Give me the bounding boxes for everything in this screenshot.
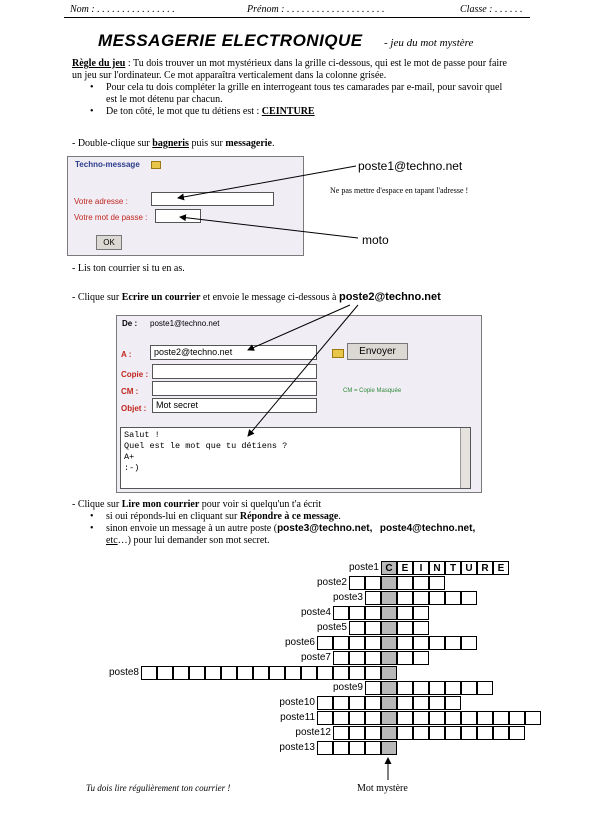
grid-cell	[413, 651, 429, 665]
grid-row-label: poste10	[279, 697, 315, 708]
page-subtitle: - jeu du mot mystère	[384, 37, 474, 49]
grid-cell	[397, 726, 413, 740]
rules-bullet-1: • Pour cela tu dois compléter la grille en interrogeant tous tes camarades par e-mail, pour savoir quel est le mot détenu par chacun.	[88, 82, 512, 106]
grid-cell	[365, 696, 381, 710]
grid-cell	[445, 636, 461, 650]
grid-cell	[317, 636, 333, 650]
grid-cell	[333, 636, 349, 650]
bcc-note: CM = Copie Masquée	[343, 388, 402, 394]
grid-cell	[285, 666, 301, 680]
grid-cell-mystery	[381, 681, 397, 695]
grid-cell	[429, 636, 445, 650]
grid-cell	[365, 741, 381, 755]
from-value: poste1@techno.net	[150, 319, 220, 328]
grid-cell	[317, 666, 333, 680]
step4: - Clique sur Lire mon courrier pour voir si quelqu'un t'a écrit • si oui réponds-lui en cliquant sur Répondre à ce message. • sinon envoie un message à un autre poste (poste3@techno.net, poste4@techno.net, etc…) pour lui demander son mot secret.	[72, 499, 542, 547]
grid-cell	[525, 711, 541, 725]
grid-cell	[413, 576, 429, 590]
login-title: Techno-message	[75, 160, 140, 169]
grid-row-label: poste4	[300, 607, 331, 618]
grid-cell	[461, 636, 477, 650]
grid-cell	[477, 711, 493, 725]
grid-cell	[397, 696, 413, 710]
grid-cell	[429, 576, 445, 590]
grid-cell-mystery	[381, 591, 397, 605]
grid-cell	[397, 711, 413, 725]
grid-cell	[349, 726, 365, 740]
grid-cell	[397, 681, 413, 695]
subject-label: Objet :	[121, 404, 147, 413]
grid-cell	[445, 591, 461, 605]
grid-cell	[317, 741, 333, 755]
grid-cell: R	[477, 561, 493, 575]
grid-cell	[429, 696, 445, 710]
grid-cell	[445, 726, 461, 740]
page-title: MESSAGERIE ELECTRONIQUE	[98, 31, 363, 50]
grid-cell	[493, 711, 509, 725]
grid-cell-mystery	[381, 741, 397, 755]
grid-cell: U	[461, 561, 477, 575]
grid-cell	[365, 606, 381, 620]
grid-cell	[253, 666, 269, 680]
rules-text: : Tu dois trouver un mot mystérieux dans la grille ci-dessous, qui est le mot de passe pour faire un jeu sur l'ordinateur. Ce mot apparaîtra verticalement dans la colonne grisée.	[72, 58, 507, 81]
grid-cell	[413, 726, 429, 740]
grid-cell	[365, 636, 381, 650]
nom-field: Nom : . . . . . . . . . . . . . . . .	[70, 4, 175, 15]
grid-cell	[365, 651, 381, 665]
grid-cell	[397, 651, 413, 665]
grid-cell	[461, 711, 477, 725]
grid-cell	[365, 576, 381, 590]
step4-bullet-2: • sinon envoie un message à un autre poste (poste3@techno.net, poste4@techno.net, etc…) pour lui demander son mot secret.	[88, 523, 542, 547]
grid-cell	[333, 651, 349, 665]
prenom-field: Prénom : . . . . . . . . . . . . . . . . . . . .	[247, 4, 385, 15]
grid-cell	[365, 726, 381, 740]
send-button[interactable]: Envoyer	[347, 343, 408, 360]
from-label: De :	[122, 319, 138, 328]
grid-cell	[397, 636, 413, 650]
footer-reminder: Tu dois lire régulièrement ton courrier !	[86, 783, 231, 793]
to-input[interactable]: poste2@techno.net	[150, 345, 317, 360]
grid-cell	[349, 666, 365, 680]
callout-address: poste1@techno.net	[358, 159, 463, 173]
grid-cell: T	[445, 561, 461, 575]
grid-row-label: poste2	[316, 577, 347, 588]
grid-row-label: poste3	[332, 592, 363, 603]
grid-cell: E	[493, 561, 509, 575]
grid-cell-mystery	[381, 696, 397, 710]
secret-word: CEINTURE	[261, 106, 315, 117]
rules-label: Règle du jeu	[72, 58, 126, 69]
grid-cell-mystery	[381, 636, 397, 650]
grid-cell	[429, 711, 445, 725]
grid-cell	[349, 651, 365, 665]
grid-cell-mystery	[381, 666, 397, 680]
grid-cell	[461, 726, 477, 740]
grid-cell	[477, 681, 493, 695]
grid-cell	[349, 576, 365, 590]
grid-row-label: poste6	[284, 637, 315, 648]
grid-cell-mystery: C	[381, 561, 397, 575]
bcc-label: CM :	[121, 387, 139, 396]
grid-row-label: poste8	[108, 667, 139, 678]
grid-cell-mystery	[381, 711, 397, 725]
grid-cell	[157, 666, 173, 680]
grid-cell	[413, 591, 429, 605]
grid-cell	[461, 591, 477, 605]
grid-cell	[445, 711, 461, 725]
grid-cell	[349, 711, 365, 725]
grid-cell	[333, 741, 349, 755]
grid-cell	[365, 681, 381, 695]
grid-cell	[269, 666, 285, 680]
grid-cell	[333, 726, 349, 740]
grid-cell-mystery	[381, 651, 397, 665]
grid-cell	[349, 696, 365, 710]
grid-cell	[221, 666, 237, 680]
grid-cell	[397, 621, 413, 635]
grid-cell	[413, 606, 429, 620]
grid-cell	[365, 621, 381, 635]
grid-cell	[349, 741, 365, 755]
copy-label: Copie :	[121, 370, 149, 379]
grid-cell	[141, 666, 157, 680]
grid-cell-mystery	[381, 576, 397, 590]
grid-cell	[429, 726, 445, 740]
grid-cell	[413, 636, 429, 650]
grid-row-label: poste1	[348, 562, 379, 573]
grid-cell	[349, 621, 365, 635]
grid-cell	[509, 726, 525, 740]
grid-cell: N	[429, 561, 445, 575]
grid-cell	[333, 711, 349, 725]
grid-cell	[365, 666, 381, 680]
grid-cell	[493, 726, 509, 740]
grid-cell	[445, 696, 461, 710]
grid-cell	[461, 681, 477, 695]
grid-cell	[365, 711, 381, 725]
grid-cell	[173, 666, 189, 680]
grid-cell	[429, 591, 445, 605]
grid-row-label: poste11	[280, 712, 315, 723]
grid-cell	[317, 711, 333, 725]
address-note: Ne pas mettre d'espace en tapant l'adresse !	[330, 186, 469, 195]
grid-cell: E	[397, 561, 413, 575]
grid-cell	[317, 696, 333, 710]
grid-cell	[477, 726, 493, 740]
grid-cell	[333, 666, 349, 680]
step2: - Lis ton courrier si tu en as.	[72, 263, 185, 274]
grid-row-label: poste12	[295, 727, 331, 738]
address-label: Votre adresse :	[74, 197, 128, 206]
grid-row-label: poste7	[300, 652, 331, 663]
rules-bullet-2: • De ton côté, le mot que tu détiens est : CEINTURE	[88, 106, 512, 118]
grid-cell	[397, 591, 413, 605]
grid-cell	[237, 666, 253, 680]
subject-input[interactable]: Mot secret	[152, 398, 317, 413]
grid-cell	[429, 681, 445, 695]
grid-cell	[413, 621, 429, 635]
password-label: Votre mot de passe :	[74, 213, 148, 222]
step3: - Clique sur Ecrire un courrier et envoie le message ci-dessous à poste2@techno.net	[72, 291, 441, 303]
grid-cell-mystery	[381, 606, 397, 620]
classe-field: Classe : . . . . . .	[460, 4, 523, 15]
grid-cell	[413, 711, 429, 725]
grid-cell	[333, 696, 349, 710]
grid-cell	[413, 681, 429, 695]
grid-cell	[413, 696, 429, 710]
mystery-label: Mot mystère	[357, 783, 408, 794]
step1: - Double-clique sur bagneris puis sur messagerie.	[72, 138, 275, 149]
grid-cell	[397, 606, 413, 620]
grid-cell	[509, 711, 525, 725]
message-body[interactable]: Salut ! Quel est le mot que tu détiens ? A+ :-)	[120, 427, 471, 489]
grid-cell	[397, 576, 413, 590]
grid-cell	[445, 681, 461, 695]
grid-cell	[333, 606, 349, 620]
callout-password: moto	[362, 233, 389, 247]
ok-button[interactable]: OK	[96, 235, 122, 250]
grid-cell	[301, 666, 317, 680]
to-label: A :	[121, 350, 132, 359]
grid-cell: I	[413, 561, 429, 575]
grid-row-label: poste5	[316, 622, 347, 633]
grid-row-label: poste13	[279, 742, 315, 753]
grid-cell-mystery	[381, 726, 397, 740]
grid-row-label: poste9	[332, 682, 363, 693]
grid-cell	[189, 666, 205, 680]
grid-cell	[349, 636, 365, 650]
grid-cell	[205, 666, 221, 680]
grid-cell-mystery	[381, 621, 397, 635]
grid-cell	[349, 606, 365, 620]
grid-cell	[365, 591, 381, 605]
step4-bullet-1: • si oui réponds-lui en cliquant sur Répondre à ce message.	[88, 511, 542, 523]
